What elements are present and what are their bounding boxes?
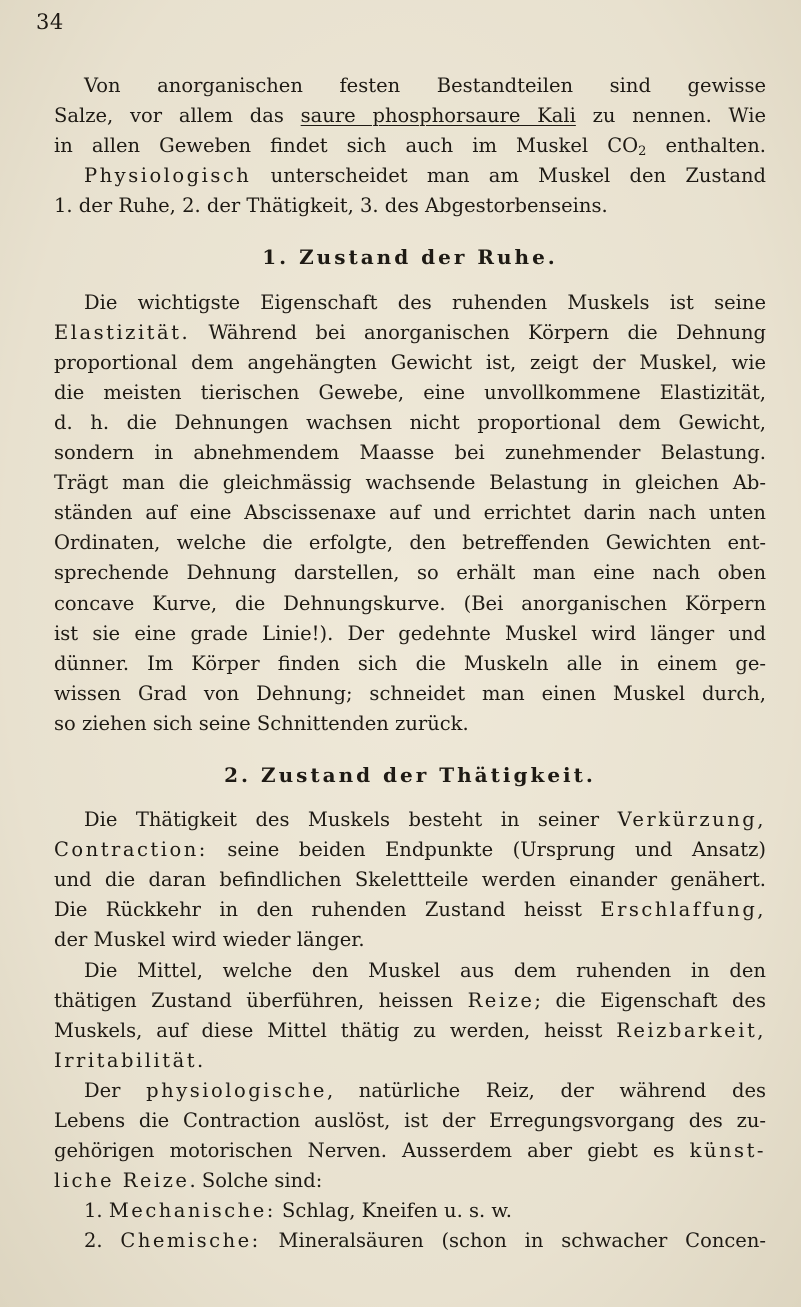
text-line: sprechende Dehnung darstellen, so erhält man eine nach oben [54, 561, 766, 585]
text-line: Physiologisch unterscheidet man am Muskel den Zustand [84, 164, 766, 188]
text-line: thätigen Zustand überführen, heissen Reize; die Eigenschaft des [54, 988, 766, 1012]
text-line: concave Kurve, die Dehnungskurve. (Bei anorganischen Körpern [54, 591, 766, 615]
underlined-phrase: saure phosphorsaure Kali [300, 104, 576, 128]
text-line: wissen Grad von Dehnung; schneidet man einen Muskel durch, [54, 681, 766, 705]
text-line: Lebens die Contraction auslöst, ist der Erregungsvorgang des zu- [54, 1109, 766, 1132]
page-body [54, 71, 766, 1256]
text-line: Muskels, auf diese Mittel thätig zu werden, heisst Reizbarkeit, [54, 1018, 766, 1042]
text-line: Die Mittel, welche den Muskel aus dem ruhenden in den [84, 958, 766, 982]
text-line: ständen auf eine Abscissenaxe auf und errichtet darin nach unten [54, 501, 766, 525]
text-line: Ordinaten, welche die erfolgte, den betreffenden Gewichten ent- [54, 531, 766, 555]
text-line: 1. der Ruhe, 2. der Thätigkeit, 3. des Abgestorbenseins. [54, 194, 608, 218]
text-line: so ziehen sich seine Schnittenden zurück. [54, 711, 469, 735]
list-item: 1. Mechanische: Schlag, Kneifen u. s. w. [84, 1199, 512, 1223]
text-line: Salze, vor allem das saure phosphorsaure Kali zu nennen. Wie [54, 104, 767, 128]
text-line: Trägt man die gleichmässig wachsende Belastung in gleichen Ab- [54, 471, 766, 495]
text-line: sondern in abnehmendem Maasse bei zunehmender Belastung. [54, 441, 766, 465]
text-line: Irritabilität. [54, 1048, 206, 1072]
section-heading: 2. Zustand der Thätigkeit. [224, 762, 596, 787]
section-heading: 1. Zustand der Ruhe. [262, 245, 558, 270]
text-line: Elastizität. Während bei anorganischen Körpern die Dehnung [54, 320, 766, 344]
text-line: Die Rückkehr in den ruhenden Zustand heisst Erschlaffung, [54, 898, 766, 922]
text-line: Der physiologische, natürliche Reiz, der während des [84, 1078, 766, 1102]
text-line: d. h. die Dehnungen wachsen nicht proportional dem Gewicht, [54, 410, 766, 434]
text-line: Die wichtigste Eigenschaft des ruhenden Muskels ist seine [84, 290, 766, 314]
text-line: Contraction: seine beiden Endpunkte (Ursprung und Ansatz) [54, 838, 766, 862]
text-line: dünner. Im Körper finden sich die Muskeln alle in einem ge- [54, 651, 766, 675]
text-line: in allen Geweben findet sich auch im Muskel $CO_2$ enthalten. [54, 134, 766, 160]
page-number: 34 [36, 10, 64, 34]
text-line: und die daran befindlichen Skelettteile werden einander genähert. [54, 868, 766, 892]
text-line: liche Reize. Solche sind: [54, 1169, 323, 1193]
text-line: Die Thätigkeit des Muskels besteht in seiner Verkürzung, [84, 808, 766, 832]
text-line: der Muskel wird wieder länger. [54, 928, 365, 952]
text-line: proportional dem angehängten Gewicht ist, zeigt der Muskel, wie [54, 350, 766, 374]
text-line: die meisten tierischen Gewebe, eine unvollkommene Elastizität, [54, 380, 766, 404]
list-item: 2. Chemische: Mineralsäuren (schon in schwacher Concen- [84, 1229, 766, 1253]
text-line: Von anorganischen festen Bestandteilen sind gewisse [84, 74, 766, 97]
text-line: gehörigen motorischen Nerven. Ausserdem aber giebt es künst- [54, 1139, 766, 1163]
text-line: ist sie eine grade Linie!). Der gedehnte Muskel wird länger und [54, 621, 766, 645]
